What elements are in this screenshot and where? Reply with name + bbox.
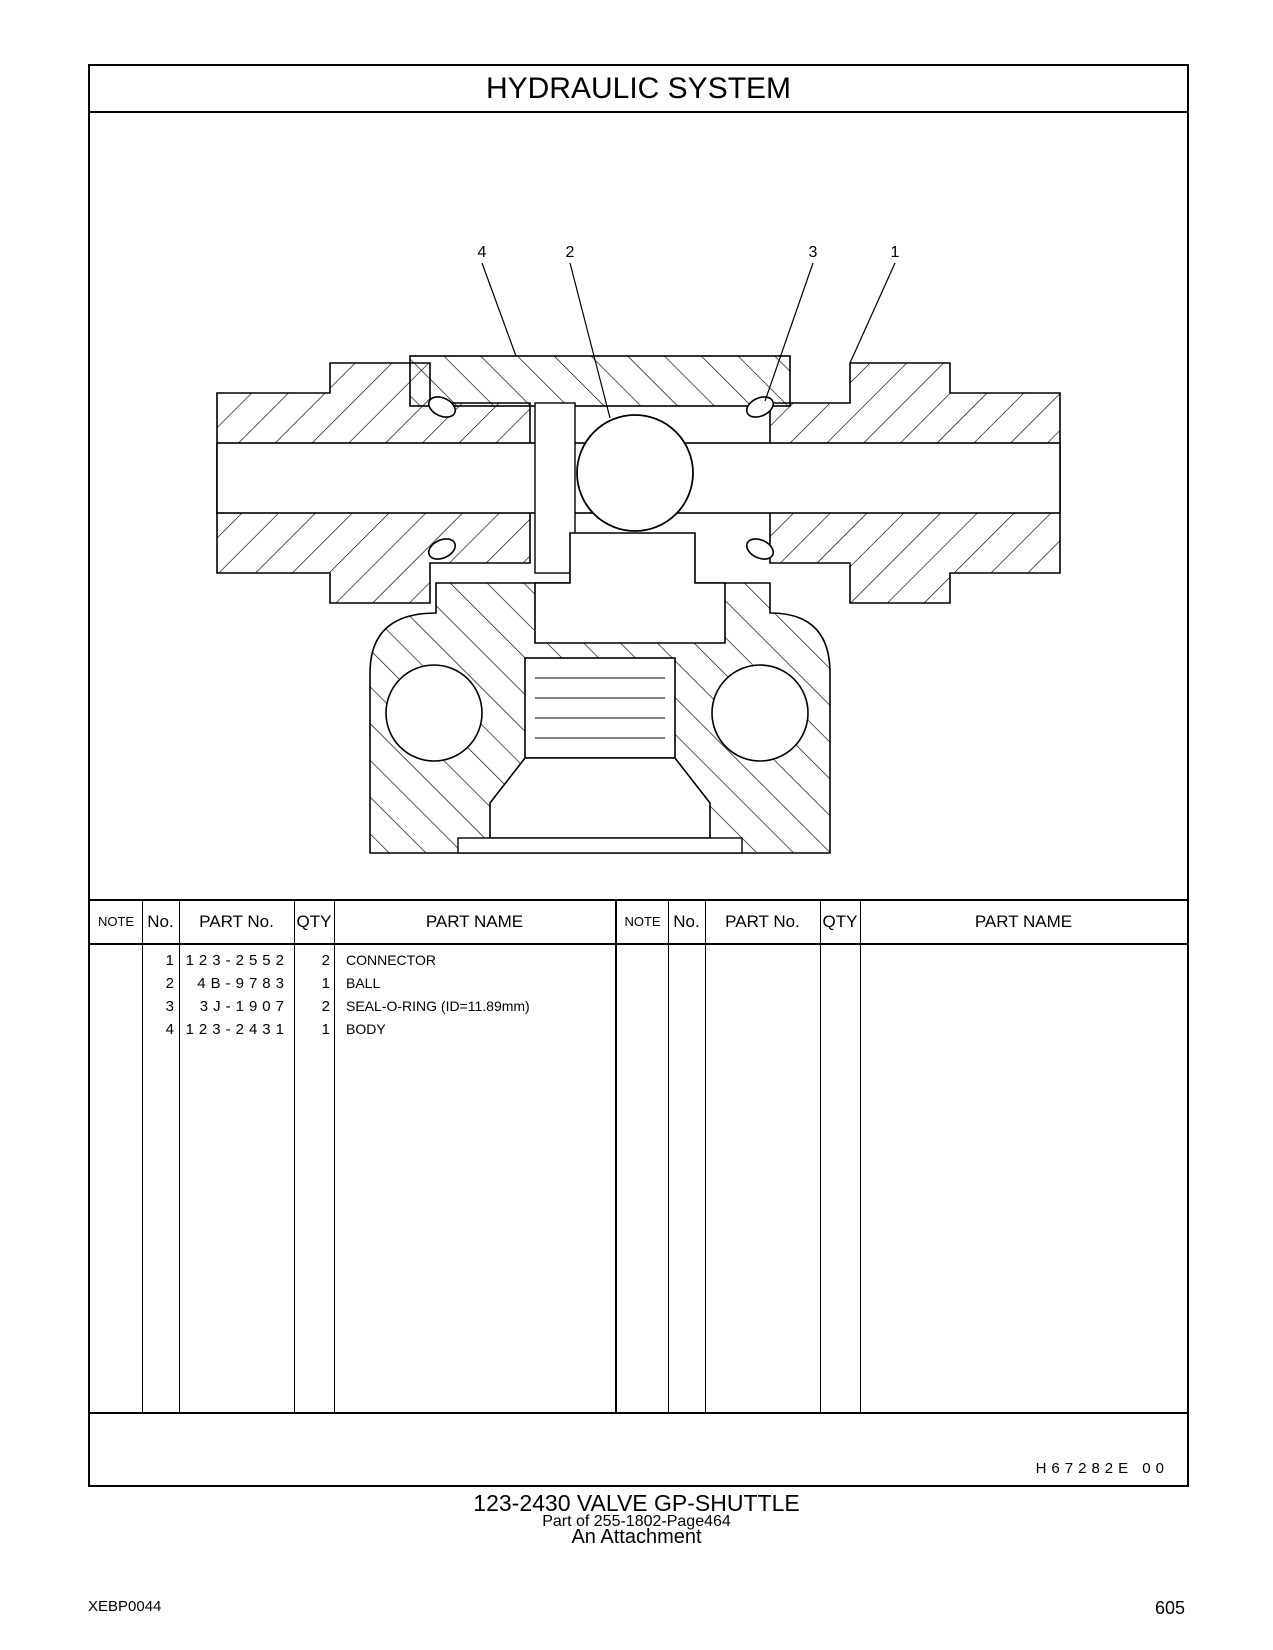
header-part-name-left: PART NAME <box>425 912 524 931</box>
header-note-left: NOTE <box>97 914 135 929</box>
table-row <box>90 972 1187 995</box>
assembly-note: An Attachment <box>571 1526 702 1548</box>
row-part-name: CONNECTOR <box>346 952 436 968</box>
header-no-right: No. <box>673 912 700 931</box>
callout-3: 3 <box>808 244 818 261</box>
row-part-name: BALL <box>346 975 381 991</box>
threaded-port <box>525 658 675 758</box>
page-number: 605 <box>1154 1598 1185 1618</box>
document-id: XEBP0044 <box>88 1598 162 1615</box>
exploded-diagram <box>90 113 1187 900</box>
row-qty: 2 <box>321 952 330 969</box>
header-part-no-left: PART No. <box>199 912 274 931</box>
callout-2: 2 <box>565 244 575 261</box>
row-no: 4 <box>165 1021 174 1038</box>
row-no: 1 <box>165 952 174 969</box>
callout-1: 1 <box>890 244 900 261</box>
page-title: HYDRAULIC SYSTEM <box>90 66 1187 113</box>
table-row <box>90 995 1187 1018</box>
row-part-no: 4B-9783 <box>197 975 289 992</box>
table-row <box>90 949 1187 972</box>
row-part-name: BODY <box>346 1021 386 1037</box>
row-qty: 1 <box>321 975 330 992</box>
row-qty: 2 <box>321 998 330 1015</box>
row-part-no: 3J-1907 <box>199 998 289 1015</box>
drawing-code: H67282E 00 <box>1035 1460 1169 1477</box>
valve-cross-section <box>90 113 1187 900</box>
row-part-no: 123-2431 <box>185 1021 289 1038</box>
row-qty: 1 <box>321 1021 330 1038</box>
row-part-no: 123-2552 <box>185 952 289 969</box>
row-part-name: SEAL-O-RING (ID=11.89mm) <box>346 998 530 1014</box>
header-note-right: NOTE <box>624 914 661 929</box>
row-no: 3 <box>165 998 174 1015</box>
header-qty-left: QTY <box>296 912 332 931</box>
table-row <box>90 1018 1187 1041</box>
assembly-reference: Part of 255-1802-Page464 <box>542 1513 731 1530</box>
parts-list-table <box>90 899 1187 1412</box>
footer-divider <box>90 1412 1187 1414</box>
parts-sheet-frame <box>88 64 1189 1487</box>
header-part-no-right: PART No. <box>725 912 800 931</box>
header-qty-right: QTY <box>822 912 858 931</box>
row-no: 2 <box>165 975 174 992</box>
callout-4: 4 <box>477 244 487 261</box>
ball-part <box>577 415 693 531</box>
header-no-left: No. <box>147 912 174 931</box>
assembly-title: 123-2430 VALVE GP-SHUTTLE <box>473 1490 800 1516</box>
header-part-name-right: PART NAME <box>974 912 1073 931</box>
